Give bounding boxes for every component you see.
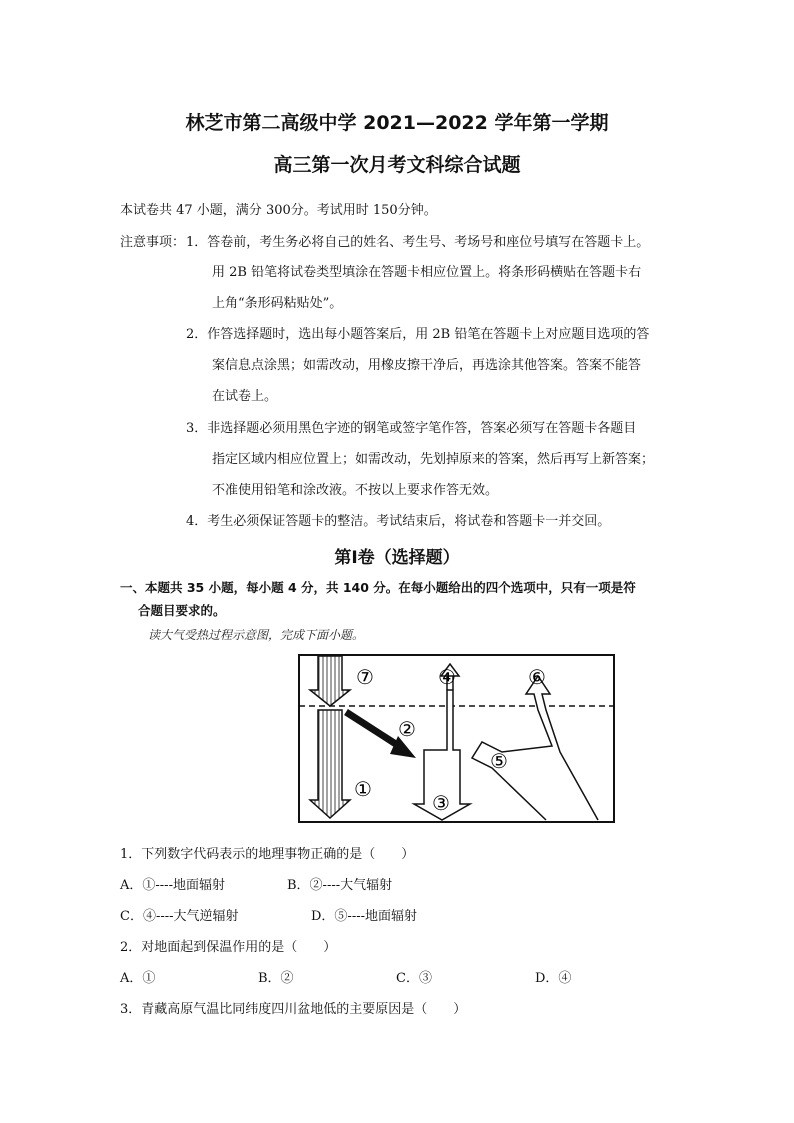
note-3-line1: 3．非选择题必须用黑色字迹的钢笔或签字笔作答，答案必须写在答题卡各题目 (186, 421, 637, 436)
question-1-stem: 1．下列数字代码表示的地理事物正确的是（ ） (120, 847, 415, 862)
exam-title-line1: 林芝市第二高级中学 2021—2022 学年第一学期 (185, 112, 609, 134)
question-1-option-c: C．④----大气逆辐射 (120, 909, 239, 924)
reading-prompt: 读大气受热过程示意图，完成下面小题。 (148, 628, 365, 642)
label-3: ③ (432, 791, 450, 815)
question-1-option-a: A．①----地面辐射 (120, 878, 225, 893)
question-2-option-d: D．④ (535, 971, 572, 986)
question-2-option-c: C．③ (396, 971, 432, 986)
notes-label: 注意事项： (120, 235, 186, 250)
question-2-option-a: A．① (120, 971, 156, 986)
question-2-stem: 2．对地面起到保温作用的是（ ） (120, 940, 337, 955)
label-4: ④ (438, 665, 456, 689)
label-1: ① (354, 777, 372, 801)
part1-instruction-line2: 合题目要求的。 (138, 603, 226, 618)
label-5: ⑤ (490, 749, 508, 773)
note-4-line1: 4．考生必须保证答题卡的整洁。考试结束后，将试卷和答题卡一并交回。 (186, 514, 611, 529)
question-1-option-b: B．②----大气辐射 (287, 878, 393, 893)
note-1-line1: 1．答卷前，考生务必将自己的姓名、考生号、考场号和座位号填写在答题卡上。 (186, 235, 650, 250)
exam-intro: 本试卷共 47 小题，满分 300分。考试用时 150分钟。 (120, 203, 437, 218)
note-3-line3: 不准使用铅笔和涂改液。不按以上要求作答无效。 (212, 483, 499, 498)
label-6: ⑥ (528, 665, 546, 689)
label-7: ⑦ (356, 665, 374, 689)
label-2: ② (398, 717, 416, 741)
note-3-line2: 指定区域内相应位置上；如需改动，先划掉原来的答案，然后再写上新答案； (212, 452, 655, 467)
atmosphere-heating-diagram (298, 654, 616, 824)
note-1-line3: 上角“条形码粘贴处”。 (212, 296, 343, 311)
exam-title-line2: 高三第一次月考文科综合试题 (273, 154, 521, 176)
question-3-stem: 3．青藏高原气温比同纬度四川盆地低的主要原因是（ ） (120, 1002, 467, 1017)
note-2-line1: 2．作答选择题时，选出每小题答案后，用 2B 铅笔在答题卡上对应题目选项的答 (186, 327, 650, 342)
part1-instruction-line1: 一、本题共 35 小题，每小题 4 分，共 140 分。在每小题给出的四个选项中，只有一项是符 (120, 580, 636, 595)
note-2-line3: 在试卷上。 (212, 389, 278, 404)
question-2-option-b: B．② (258, 971, 294, 986)
note-1-line2: 用 2B 铅笔将试卷类型填涂在答题卡相应位置上。将条形码横贴在答题卡右 (212, 265, 642, 280)
question-1-option-d: D．⑤----地面辐射 (311, 909, 417, 924)
note-2-line2: 案信息点涂黑；如需改动，用橡皮擦干净后，再选涂其他答案。答案不能答 (212, 358, 642, 373)
section-title: 第Ⅰ卷（选择题） (334, 548, 460, 568)
